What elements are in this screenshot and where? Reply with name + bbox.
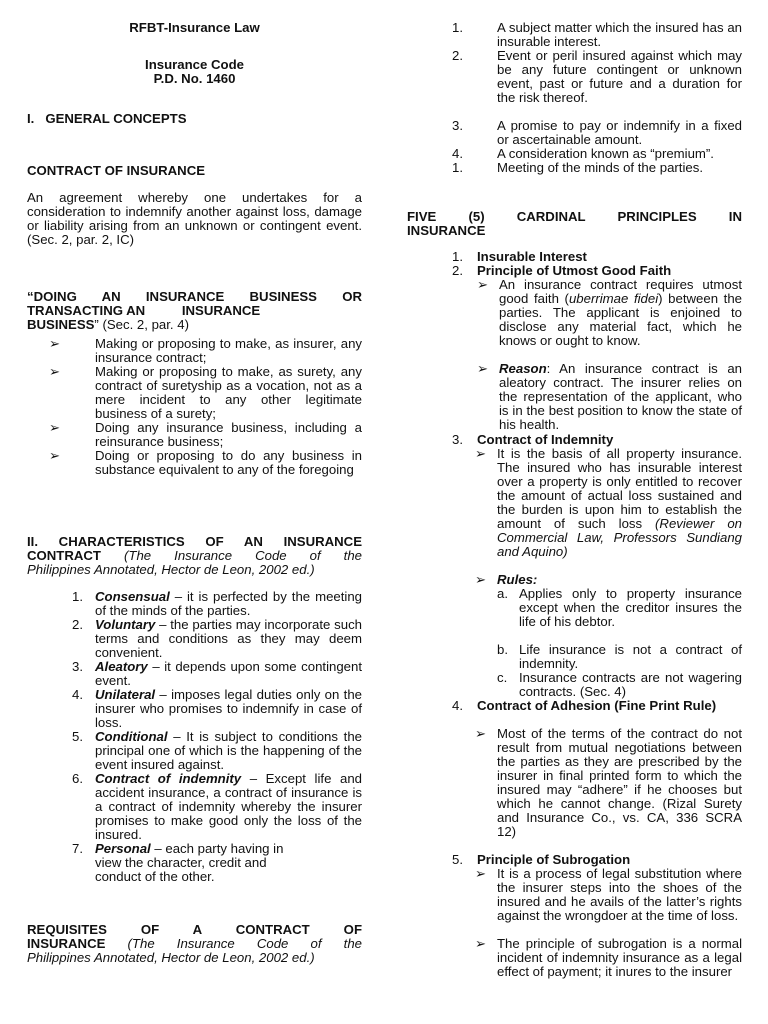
code-title: Insurance Code bbox=[145, 57, 244, 72]
list-item: a. Applies only to property insurance except when the creditor insures the life of his debtor. bbox=[497, 586, 742, 629]
list-item: ➢ Most of the terms of the contract do not result from mutual negotiations between the parties as they are prescribed by the insurer in final printed form to which the insured may “adhere” if he chooses but which he cannot change. (Rizal Surety and Insurance Co., vs. CA, 336 SCRA 12) bbox=[475, 726, 742, 839]
arrow-bullet-icon: ➢ bbox=[475, 936, 487, 951]
doing-business-heading bbox=[27, 290, 362, 332]
characteristics-heading: II. CHARACTERISTICS OF AN INSURANCE CONTRACT (The Insurance Code of the Philippines Annotated, Hector de Leon, 2002 ed.) bbox=[27, 534, 362, 577]
list-item: 6. Contract of indemnity – Except life and accident insurance, a contract of insurance is a contract of indemnity whereby the insurer promises to make good only the loss of the insured. bbox=[72, 771, 362, 842]
arrow-bullet-icon: ➢ bbox=[475, 446, 487, 461]
list-item: ➢ Doing or proposing to do any business in substance equivalent to any of the foregoing bbox=[49, 448, 362, 477]
principle-utmost-good-faith: 2. Principle of Utmost Good Faith ➢ An insurance contract requires utmost good faith (uberrimae fidei) between the parties. The applicant is enjoined to disclose any material fact, which he knows or ought to know. ➢ Reason: An insurance contract is an aleatory contract. The insurer relies on the representation of the applicant, who is in the best position to know the state of his health. bbox=[407, 264, 742, 432]
doing-business-list bbox=[27, 337, 362, 491]
list-item: ➢ It is a process of legal substitution where the insurer steps into the shoes of the insured and he avails of the latter’s rights against the wrongdoer at the time of loss. bbox=[475, 866, 742, 923]
list-item: 5. Conditional – It is subject to conditions the principal one of which is the happening of the event insured against. bbox=[72, 729, 362, 772]
characteristics-list bbox=[27, 590, 362, 884]
arrow-bullet-icon: ➢ bbox=[475, 726, 487, 741]
list-item: ➢ Making or proposing to make, as surety, any contract of suretyship as a vocation, not as a mere incident to any other legitimate business of a surety; bbox=[49, 364, 362, 421]
arrow-bullet-icon: ➢ bbox=[49, 336, 61, 351]
list-item: 4. A consideration known as “premium”. bbox=[452, 146, 714, 161]
arrow-bullet-icon: ➢ bbox=[475, 866, 487, 881]
contract-definition: An agreement whereby one undertakes for a consideration to indemnify another against loss, damage or liability arising from an unknown or contingent event. (Sec. 2, par. 2, IC) bbox=[27, 190, 362, 247]
arrow-bullet-icon: ➢ bbox=[477, 277, 489, 292]
doing-business-heading-line2: TRANSACTING AN INSURANCE bbox=[27, 303, 261, 318]
arrow-bullet-icon: ➢ bbox=[49, 364, 61, 379]
list-item: ➢ Doing any insurance business, including a reinsurance business; bbox=[49, 420, 362, 449]
requisites-heading-line1: REQUISITES OF A CONTRACT OF bbox=[27, 922, 362, 937]
principle-contract-of-indemnity: 3. Contract of Indemnity ➢ It is the basis of all property insurance. The insured who has insurable interest over a property is only entitled to recover the amount of actual loss sustained and the burden is upon him to establish the amount of such loss (Reviewer on Commercial Law, Professors Sundiang and Aquino) ➢ Rules: a. Applies only to property insurance except when the creditor insures the life of his debtor. b. Life insurance is not a contract of indemnity. c. Insurance contracts are not wagering contracts. (Sec. 4) bbox=[407, 433, 742, 699]
list-item: 1. Meeting of the minds of the parties. bbox=[452, 160, 703, 175]
requisites-list bbox=[407, 21, 742, 175]
list-item: 3. Aleatory – it depends upon some contingent event. bbox=[72, 659, 362, 688]
list-item: ➢ It is the basis of all property insurance. The insured who has insurable interest over a property is only entitled to recover the amount of actual loss sustained and the burden is upon him to establish the amount of such loss (Reviewer on Commercial Law, Professors Sundiang and Aquino) bbox=[475, 446, 742, 559]
cardinal-heading-line2: INSURANCE bbox=[407, 223, 486, 238]
list-item: c. Insurance contracts are not wagering contracts. (Sec. 4) bbox=[497, 670, 742, 699]
principle-contract-of-adhesion: 4. Contract of Adhesion (Fine Print Rule) ➢ Most of the terms of the contract do not result from mutual negotiations between the parties as they are prescribed by the insurer in final printed form to which the insured may “adhere” if he chooses but which he cannot change. (Rizal Surety and Insurance Co., vs. CA, 336 SCRA 12) bbox=[407, 699, 742, 853]
list-item: 7. Personal – each party having in view the character, credit and conduct of the other. bbox=[72, 841, 284, 884]
requisites-heading: REQUISITES OF A CONTRACT OF INSURANCE (The Insurance Code of the Philippines Annotated, Hector de Leon, 2002 ed.) bbox=[27, 922, 362, 965]
pd-number: P.D. No. 1460 bbox=[153, 71, 236, 86]
list-item: 1. A subject matter which the insured has an insurable interest. bbox=[452, 20, 742, 49]
list-item: 2. Voluntary – the parties may incorporate such terms and conditions as they may deem convenient. bbox=[72, 617, 362, 660]
arrow-bullet-icon: ➢ bbox=[49, 420, 61, 435]
principle-subrogation: 5. Principle of Subrogation ➢ It is a process of legal substitution where the insurer steps into the shoes of the insured and he avails of the latter’s rights against the wrongdoer at the time of loss. ➢ The principle of subrogation is a normal incident of indemnity insurance as a legal effect of payment; it inures to the insurer bbox=[407, 853, 742, 993]
list-item: ➢ An insurance contract requires utmost good faith (uberrimae fidei) between the parties. The applicant is enjoined to disclose any material fact, which he knows or ought to know. bbox=[477, 277, 742, 348]
doing-business-heading-bold: BUSINESS bbox=[27, 317, 95, 332]
cardinal-principles-heading bbox=[407, 210, 742, 238]
contract-of-insurance-heading: CONTRACT OF INSURANCE bbox=[27, 163, 206, 178]
arrow-bullet-icon: ➢ bbox=[475, 572, 487, 587]
list-item: b. Life insurance is not a contract of indemnity. bbox=[497, 642, 742, 671]
list-item: 4. Unilateral – imposes legal duties only on the insurer who promises to indemnify in case of loss. bbox=[72, 687, 362, 730]
principle-insurable-interest: 1. Insurable Interest bbox=[452, 249, 587, 264]
list-item: ➢ Reason: An insurance contract is an aleatory contract. The insurer relies on the representation of the applicant, who is in the best position to know the state of his health. bbox=[477, 361, 742, 432]
list-item: 3. A promise to pay or indemnify in a fixed or ascertainable amount. bbox=[452, 118, 742, 147]
cardinal-heading-line1: FIVE (5) CARDINAL PRINCIPLES IN bbox=[407, 209, 742, 224]
list-item: 2. Event or peril insured against which may be any future contingent or unknown event, past or future and a duration for the risk thereof. bbox=[452, 48, 742, 105]
arrow-bullet-icon: ➢ bbox=[49, 448, 61, 463]
document-title: RFBT-Insurance Law bbox=[129, 20, 260, 35]
rules-label-row: ➢ Rules: bbox=[475, 572, 538, 587]
list-item: ➢ Making or proposing to make, as insurer, any insurance contract; bbox=[49, 336, 362, 365]
list-item: 1. Consensual – it is perfected by the meeting of the minds of the parties. bbox=[72, 589, 362, 618]
section-heading-general-concepts: I. GENERAL CONCEPTS bbox=[27, 111, 187, 126]
doing-business-heading-citation: ” (Sec. 2, par. 4) bbox=[94, 317, 189, 332]
arrow-bullet-icon: ➢ bbox=[477, 361, 489, 376]
characteristics-heading-line1: II. CHARACTERISTICS OF AN INSURANCE bbox=[27, 534, 362, 549]
list-item: ➢ The principle of subrogation is a normal incident of indemnity insurance as a legal effect of payment; it inures to the insurer bbox=[475, 936, 742, 979]
doing-business-heading-line1: “DOING AN INSURANCE BUSINESS OR bbox=[27, 289, 362, 304]
